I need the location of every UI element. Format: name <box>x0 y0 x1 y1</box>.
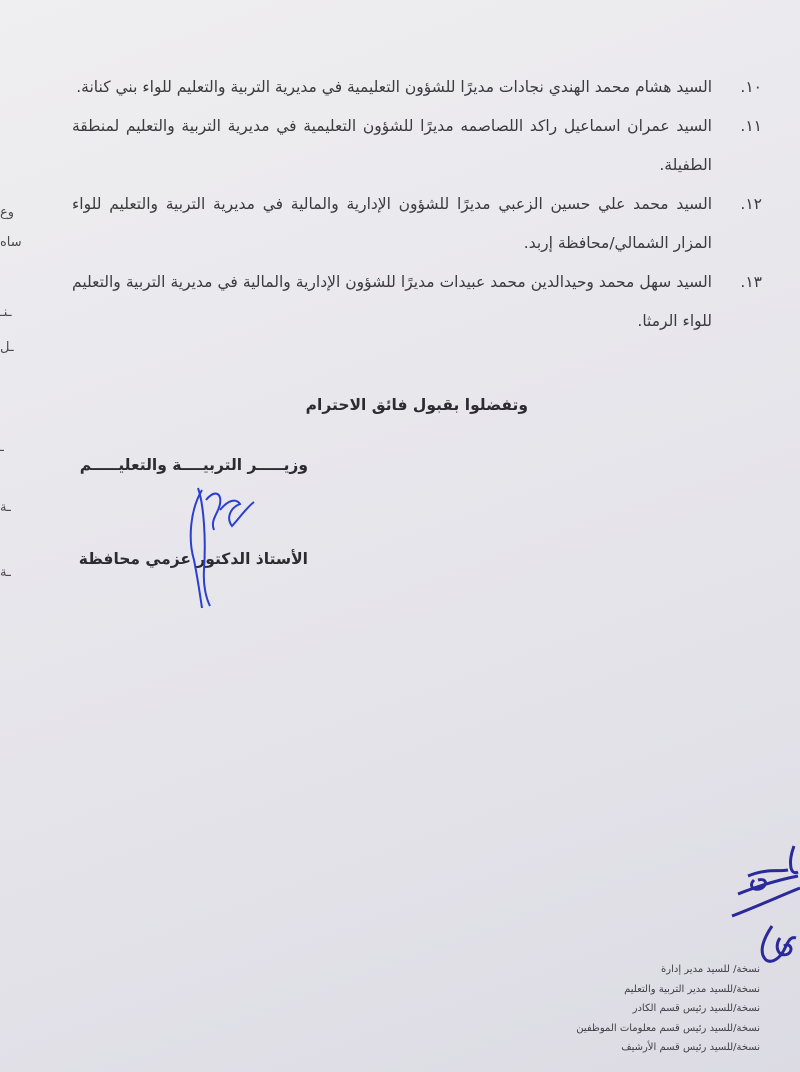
item-text: السيد سهل محمد وحيدالدين محمد عبيدات مديرًا للشؤون الإدارية والمالية في مديرية التربية والتعليم للواء الرمثا. <box>72 273 712 330</box>
list-item <box>72 185 762 263</box>
copy-recipient: نسخة/للسيد رئيس قسم معلومات الموظفين <box>576 1022 760 1034</box>
numbered-list <box>72 68 762 341</box>
margin-fragment: ـ <box>0 440 4 455</box>
item-text: السيد هشام محمد الهندي نجادات مديرًا للشؤون التعليمية في مديرية التربية والتعليم للواء بني كنانة. <box>76 78 712 96</box>
margin-fragment: ـة <box>0 500 11 515</box>
signatory-name: الأستاذ الدكتور عزمي محافظة <box>78 550 308 568</box>
list-item <box>72 107 762 185</box>
item-text: السيد محمد علي حسين الزعبي مديرًا للشؤون الإدارية والمالية في مديرية التربية والتعليم للواء المزار الشمالي/محافظة إربد. <box>72 195 712 252</box>
signatory-title: وزيـــــر التربيــــة والتعليـــــم <box>79 456 308 474</box>
margin-fragment: ـل <box>0 340 14 355</box>
closing-salutation: وتفضلوا بقبول فائق الاحترام <box>305 396 528 414</box>
margin-fragment: ساه <box>0 235 22 250</box>
copy-recipient: نسخة/للسيد مدير التربية والتعليم <box>624 983 760 995</box>
handwritten-initials-icon <box>728 842 800 970</box>
copy-recipient: نسخة/ للسيد مدير إدارة <box>661 964 760 975</box>
item-number: ١٠. <box>740 78 762 96</box>
list-item <box>72 263 762 341</box>
item-number: ١٣. <box>740 273 762 291</box>
margin-fragment: ـة <box>0 565 11 580</box>
margin-fragment: ـنـ <box>0 305 12 320</box>
item-text: السيد عمران اسماعيل راكد اللصاصمه مديرًا للشؤون التعليمية في مديرية التربية والتعليم لمنطقة الطفيلة. <box>72 117 712 174</box>
margin-fragment: وع <box>0 205 15 220</box>
list-item <box>72 68 762 107</box>
item-number: ١٢. <box>740 195 762 213</box>
handwritten-signature-icon <box>170 470 270 610</box>
item-number: ١١. <box>740 117 762 135</box>
copies-list <box>576 960 760 1058</box>
copy-recipient: نسخة/للسيد رئيس قسم الكادر <box>632 1003 760 1014</box>
copy-recipient: نسخة/للسيد رئيس قسم الأرشيف <box>621 1042 760 1053</box>
